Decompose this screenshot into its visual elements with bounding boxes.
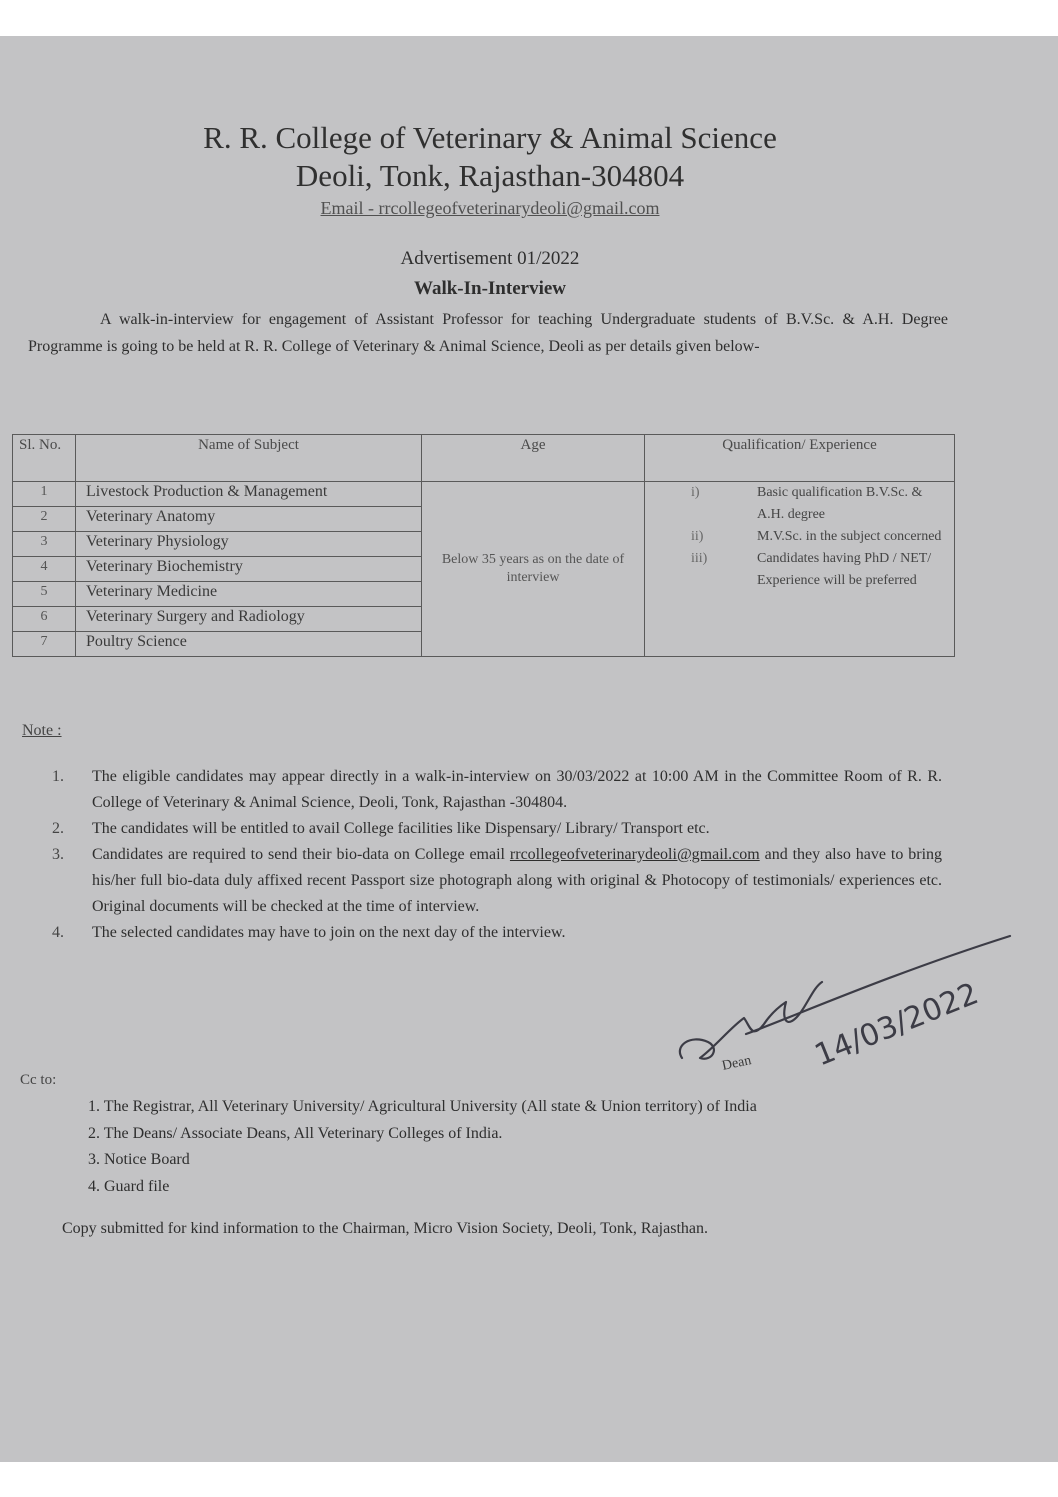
note-text: The selected candidates may have to join on the next day of the interview.: [92, 924, 566, 941]
list-item: [52, 764, 942, 816]
college-name: R. R. College of Veterinary & Animal Science: [203, 120, 777, 155]
row-sl: 4: [13, 557, 76, 582]
qualification-num: iii): [691, 551, 708, 566]
cc-list: [88, 1094, 757, 1200]
dean-title: Dean: [720, 1053, 753, 1074]
header-age: Age: [422, 435, 645, 482]
intro-paragraph: [28, 306, 948, 360]
row-sl: 1: [13, 482, 76, 507]
signature-date: 14/03/2022: [809, 976, 984, 1074]
qualification-num: i): [691, 485, 700, 500]
note-number: 3.: [52, 846, 64, 863]
row-sl: 3: [13, 532, 76, 557]
email-link[interactable]: rrcollegeofveterinarydeoli@gmail.com: [509, 846, 760, 863]
note-label: Note :: [22, 722, 62, 739]
note-number: 1.: [52, 768, 64, 785]
row-sl: 2: [13, 507, 76, 532]
row-subject: Veterinary Anatomy: [76, 507, 422, 532]
table-row: [13, 482, 955, 507]
note-number: 2.: [52, 820, 64, 837]
row-subject: Livestock Production & Management: [76, 482, 422, 507]
signature-mark: [660, 906, 1040, 1086]
row-sl: 6: [13, 607, 76, 632]
table-header-row: [13, 435, 955, 482]
note-text-pre: Candidates are required to send their bio-data on College email: [92, 846, 510, 863]
college-email: Email - rrcollegeofveterinarydeoli@gmail.com: [320, 198, 660, 218]
qualification-cell: [645, 482, 955, 657]
note-number: 4.: [52, 924, 64, 941]
qualification-item: [645, 526, 954, 548]
list-item: 3. Notice Board: [88, 1151, 190, 1168]
row-subject: Poultry Science: [76, 632, 422, 657]
qualification-item: [645, 482, 954, 526]
row-subject: Veterinary Physiology: [76, 532, 422, 557]
qualification-item: [645, 548, 954, 592]
qualification-text: Candidates having PhD / NET/ Experience will be preferred: [757, 551, 932, 588]
header-qualification: Qualification/ Experience: [645, 435, 955, 482]
subjects-table: [12, 434, 955, 657]
age-criteria: Below 35 years as on the date of interview: [422, 482, 645, 657]
document-page: [0, 36, 1058, 1462]
walk-in-heading: Walk-In-Interview: [414, 278, 566, 299]
copy-submitted: Copy submitted for kind information to the Chairman, Micro Vision Society, Deoli, Tonk, Rajasthan.: [62, 1220, 708, 1237]
note-text: The eligible candidates may appear directly in a walk-in-interview on 30/03/2022 at 10:00 AM in the Committee Room of R. R. College of Veterinary & Animal Science, Deoli, Tonk, Rajasthan -304804.: [92, 768, 942, 811]
header-subject: Name of Subject: [76, 435, 422, 482]
list-item: [52, 816, 942, 842]
row-subject: Veterinary Surgery and Radiology: [76, 607, 422, 632]
row-sl: 7: [13, 632, 76, 657]
note-text-post: and they also have to bring his/her full bio-data duly affixed recent Passport size photograph along with original & Photocopy of testimonials/ experiences etc. Original documents will be checked at the time of interview.: [92, 846, 943, 915]
qualification-text: M.V.Sc. in the subject concerned: [757, 529, 942, 544]
cc-label: Cc to:: [20, 1072, 57, 1088]
header-sl-no: Sl. No.: [13, 435, 76, 482]
row-subject: Veterinary Medicine: [76, 582, 422, 607]
note-text: The candidates will be entitled to avail College facilities like Dispensary/ Library/ Transport etc.: [92, 820, 710, 837]
list-item: 1. The Registrar, All Veterinary University/ Agricultural University (All state & Union territory) of India: [88, 1098, 757, 1115]
advertisement-number: Advertisement 01/2022: [400, 248, 580, 269]
qualification-text: Basic qualification B.V.Sc. & A.H. degree: [757, 485, 923, 522]
list-item: 4. Guard file: [88, 1177, 170, 1195]
intro-text: A walk-in-interview for engagement of Assistant Professor for teaching Undergraduate students of B.V.Sc. & A.H. Degree Programme is going to be held at R. R. College of Veterinary & Animal Science, Deoli as per details given below-: [28, 311, 948, 355]
row-subject: Veterinary Biochemistry: [76, 557, 422, 582]
college-address: Deoli, Tonk, Rajasthan-304804: [295, 158, 685, 193]
qualification-num: ii): [691, 529, 704, 544]
row-sl: 5: [13, 582, 76, 607]
list-item: 2. The Deans/ Associate Deans, All Veterinary Colleges of India.: [88, 1124, 503, 1142]
